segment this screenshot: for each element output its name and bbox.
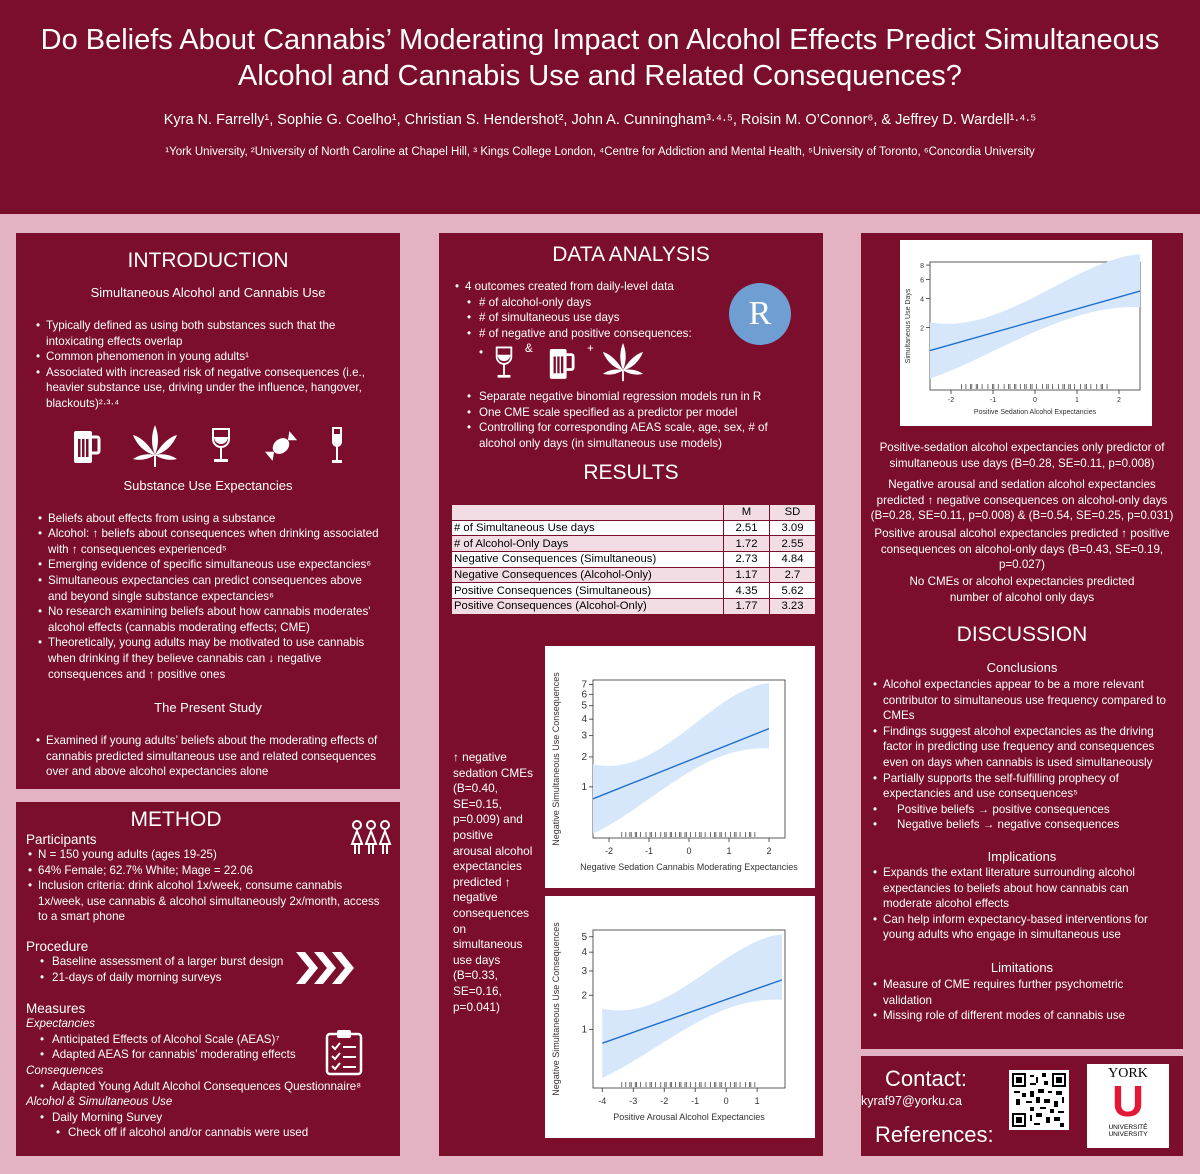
y-tick-label: 8	[920, 263, 924, 271]
york-logo-u: U	[1112, 1077, 1144, 1126]
results-heading: RESULTS	[583, 461, 679, 484]
results-side-text: ↑ negative sedation CMEs (B=0.40, SE=0.15, p=0.009) and positive arousal alcohol expectancies predicted ↑ negative consequences on simultaneous use days (B=0.33, SE=0.16, p=0.041)	[453, 750, 533, 1014]
x-tick-label: 1	[754, 1096, 760, 1106]
limitations-list	[871, 977, 1171, 1024]
intro-subheading-3: The Present Study	[154, 700, 262, 716]
intro-list-3	[34, 733, 382, 780]
analysis-list	[453, 279, 723, 341]
data-analysis-heading: DATA ANALYSIS	[552, 243, 710, 266]
y-tick-label: 2	[581, 751, 587, 763]
discussion-heading: DISCUSSION	[956, 623, 1088, 646]
list-item: • Check off if alcohol and/or cannabis were used	[26, 1125, 390, 1141]
references-label: References:	[875, 1122, 994, 1147]
consequence-icons-row	[479, 341, 659, 385]
x-tick-label: 1	[1075, 397, 1079, 404]
method-panel	[16, 802, 400, 1156]
list-item: • Beliefs about effects from using a substance	[36, 511, 382, 527]
table-cell: 3.23	[770, 599, 816, 615]
y-tick-label: 2	[920, 325, 924, 333]
limitations-label: Limitations	[990, 960, 1054, 975]
y-tick-label: 4	[581, 714, 587, 726]
table-row	[452, 552, 816, 568]
list-item: • Separate negative binomial regression models run in R	[453, 389, 783, 405]
chart-negative-sedation-box	[545, 646, 815, 888]
list-item: • Positive beliefs → positive consequences	[871, 802, 1171, 818]
contact-panel	[861, 1056, 1183, 1156]
intro-list-1	[34, 318, 382, 412]
list-item: • Theoretically, young adults may be motivated to use cannabis when drinking if they believe cannabis can ↓ negative consequences and ↑ positive ones	[36, 635, 382, 682]
list-item: • Adapted AEAS for cannabis’ moderating effects	[26, 1047, 390, 1063]
y-tick-label: 6	[581, 689, 587, 701]
list-item: • Alcohol expectancies appear to be a more relevant contributor to simultaneous use frequency compared to CMEs	[871, 677, 1171, 724]
table-cell: # of Alcohol-Only Days	[452, 536, 724, 552]
x-tick-label: 0	[1033, 397, 1037, 404]
bullet-dot: •	[479, 346, 484, 359]
x-tick-label: 0	[723, 1096, 729, 1106]
table-cell: 2.7	[770, 567, 816, 583]
confidence-band	[602, 934, 782, 1078]
implications-label: Implications	[987, 849, 1057, 864]
list-item: • Measure of CME requires further psychometric validation	[871, 977, 1171, 1008]
york-logo-top: YORK	[1108, 1066, 1148, 1081]
list-item: • Associated with increased risk of negative consequences (i.e., heavier substance use, driving under the influence, hangover, blackouts)²·³·⁴	[34, 365, 382, 412]
x-tick-label: 2	[1117, 397, 1121, 404]
wine-glass-icon	[209, 427, 233, 465]
alcohol-use-list	[26, 1110, 390, 1141]
confidence-band	[930, 254, 1140, 379]
y-tick-label: 4	[920, 296, 924, 304]
expectancies-label: Expectancies	[26, 1017, 95, 1031]
champagne-glass-icon	[329, 426, 345, 466]
x-tick-label: 1	[726, 846, 732, 856]
x-tick-label: -1	[989, 397, 997, 404]
contact-email[interactable]: kyraf97@yorku.ca	[861, 1094, 962, 1108]
intro-subheading-2: Substance Use Expectancies	[123, 477, 293, 493]
table-cell: Positive Consequences (Simultaneous)	[452, 583, 724, 599]
table-header-row	[452, 505, 816, 521]
beer-mug-icon	[71, 427, 101, 465]
measures-label: Measures	[26, 1001, 86, 1017]
x-tick-label: 0	[686, 846, 692, 856]
ampersand: &	[525, 342, 533, 355]
result-negative-arousal-sedation: Negative arousal and sedation alcohol expectancies predicted ↑ negative consequences on alcohol-only days (B=0.28, SE=0.11, p=0.008) & (B=0.54, SE=0.25, p=0.031)	[870, 478, 1174, 523]
chart-positive-arousal-expectancies	[545, 896, 815, 1138]
list-item: • Typically defined as using both substances such that the intoxicating effects overlap	[34, 318, 382, 349]
chevrons-right-icon	[294, 948, 354, 988]
york-logo-bottom-fr: UNIVERSITÉ	[1108, 1124, 1148, 1131]
table-header-cell: SD	[770, 505, 816, 521]
title-line-2: Alcohol and Cannabis Use and Related Consequences?	[238, 60, 962, 92]
table-cell: Negative Consequences (Alcohol-Only)	[452, 567, 724, 583]
table-cell: 5.62	[770, 583, 816, 599]
confidence-band	[593, 683, 769, 833]
clipboard-checklist-icon	[324, 1028, 364, 1076]
york-university-logo	[1087, 1064, 1169, 1148]
york-logo-bottom-en: UNIVERSITY	[1108, 1131, 1148, 1138]
y-tick-label: 1	[581, 1024, 587, 1036]
table-cell: 1.17	[724, 567, 770, 583]
x-tick-label: -2	[604, 846, 614, 856]
affiliations: ¹York University, ²University of North Caroline at Chapel Hill, ³ Kings College London, ⁴Centre for Addiction and Mental Health, ⁵University of Toronto, ⁶Concordia University	[165, 146, 1035, 158]
table-cell: 1.77	[724, 599, 770, 615]
x-tick-label: -2	[660, 1096, 669, 1106]
x-tick-label: 2	[766, 846, 772, 856]
x-axis-label: Positive Arousal Alcohol Expectancies	[613, 1112, 765, 1122]
list-item: • Anticipated Effects of Alcohol Scale (AEAS)⁷	[26, 1032, 390, 1048]
chart-positive-sedation-box	[900, 240, 1152, 426]
table-row	[452, 536, 816, 552]
list-item: • One CME scale specified as a predictor per model	[453, 405, 783, 421]
descriptives-table	[451, 504, 816, 615]
list-item: • Examined if young adults’ beliefs about the moderating effects of cannabis predicted simultaneous use and related consequences over and above alcohol expectancies alone	[34, 733, 382, 780]
qr-code-icon	[1012, 1073, 1066, 1127]
list-item: • # of alcohol-only days	[453, 295, 723, 311]
list-item: • # of negative and positive consequences:	[453, 326, 723, 342]
list-item: • No research examining beliefs about how cannabis moderates' alcohol effects (cannabis moderating effects; CME)	[36, 604, 382, 635]
authors: Kyra N. Farrelly¹, Sophie G. Coelho¹, Christian S. Hendershot², John A. Cunningham³·⁴·⁵, Roisin M. O’Connor⁶, & Jeffrey D. Wardell¹·⁴·⁵	[163, 112, 1037, 128]
cannabis-leaf-icon	[601, 341, 645, 383]
list-item: • # of simultaneous use days	[453, 310, 723, 326]
list-item: • Missing role of different modes of cannabis use	[871, 1008, 1171, 1024]
plus-sign: +	[587, 342, 594, 355]
y-axis-label: Simultaneous Use Days	[905, 288, 912, 364]
y-axis-label: Negative Simultaneous Use Consequences	[551, 672, 561, 846]
x-tick-label: -1	[644, 846, 654, 856]
table-cell: 3.09	[770, 520, 816, 536]
list-item: • Alcohol: ↑ beliefs about consequences when drinking associated with ↑ consequences experienced⁵	[36, 526, 382, 557]
x-axis-label: Negative Sedation Cannabis Moderating Expectancies	[580, 862, 798, 872]
y-tick-label: 4	[581, 947, 587, 959]
list-item: • N = 150 young adults (ages 19-25)	[26, 847, 390, 863]
candy-edible-icon	[263, 428, 299, 464]
list-item: • 64% Female; 62.7% White; Mage = 22.06	[26, 863, 390, 879]
x-tick-label: -3	[629, 1096, 638, 1106]
list-item: • Inclusion criteria: drink alcohol 1x/week, consume cannabis 1x/week, use cannabis & alcohol simultaneously 2x/month, access to a smart phone	[26, 878, 390, 925]
y-tick-label: 5	[581, 700, 587, 712]
method-heading: METHOD	[130, 808, 222, 831]
alcohol-use-label: Alcohol & Simultaneous Use	[26, 1095, 173, 1109]
x-tick-label: -4	[598, 1096, 607, 1106]
list-item: • Baseline assessment of a larger burst design	[26, 954, 390, 970]
x-tick-label: -1	[691, 1096, 700, 1106]
y-tick-label: 7	[581, 679, 587, 691]
table-row	[452, 583, 816, 599]
list-item: • Daily Morning Survey	[26, 1110, 390, 1126]
chart-negative-sedation-cme	[545, 646, 815, 888]
table-header-cell	[452, 505, 724, 521]
r-logo: R	[729, 283, 791, 345]
table-row	[452, 520, 816, 536]
list-item: • Partially supports the self-fulfilling prophecy of expectancies and use consequences⁵	[871, 771, 1171, 802]
table-row	[452, 567, 816, 583]
table-cell: 2.55	[770, 536, 816, 552]
beer-mug-icon	[547, 345, 575, 381]
table-cell: 2.73	[724, 552, 770, 568]
y-axis-label: Negative Simultaneous Use Consequences	[551, 922, 561, 1096]
poster-title	[0, 0, 1200, 94]
table-cell: 2.51	[724, 520, 770, 536]
implications-list	[871, 865, 1171, 943]
list-item: • Simultaneous expectancies can predict consequences above and beyond single substance expectancies⁶	[36, 573, 382, 604]
conclusions-list	[871, 677, 1171, 833]
list-item: • Findings suggest alcohol expectancies as the driving factor in predicting use frequency and consequences even on days when cannabis is used simultaneously	[871, 724, 1171, 771]
table-cell: 1.72	[724, 536, 770, 552]
analysis-list-2	[453, 389, 783, 451]
title-line-1: Do Beliefs About Cannabis’ Moderating Impact on Alcohol Effects Predict Simultaneous	[40, 24, 1160, 56]
table-row	[452, 599, 816, 615]
y-tick-label: 1	[581, 781, 587, 793]
table-cell: 4.84	[770, 552, 816, 568]
substance-icons-row	[56, 422, 360, 470]
list-item: • Expands the extant literature surrounding alcohol expectancies to beliefs about how cannabis can moderate alcohol effects	[871, 865, 1171, 912]
introduction-panel	[16, 233, 400, 789]
qr-code[interactable]	[1009, 1070, 1069, 1130]
y-tick-label: 5	[581, 931, 587, 943]
list-item: • Common phenomenon in young adults¹	[34, 349, 382, 365]
table-cell: Positive Consequences (Alcohol-Only)	[452, 599, 724, 615]
list-item: • 4 outcomes created from daily-level data	[453, 279, 723, 295]
y-tick-label: 3	[581, 730, 587, 742]
conclusions-label: Conclusions	[986, 660, 1058, 675]
cannabis-leaf-icon	[131, 423, 179, 469]
contact-label: Contact:	[885, 1066, 967, 1091]
y-tick-label: 2	[581, 990, 587, 1002]
list-item: • Controlling for corresponding AEAS scale, age, sex, # of alcohol only days (in simultaneous use models)	[453, 420, 783, 451]
result-positive-sedation: Positive-sedation alcohol expectancies only predictor of simultaneous use days (B=0.28, SE=0.11, p=0.008)	[879, 441, 1165, 470]
table-cell: # of Simultaneous Use days	[452, 520, 724, 536]
result-positive-arousal: Positive arousal alcohol expectancies predicted ↑ positive consequences on alcohol-only days (B=0.43, SE=0.19, p=0.027)	[874, 527, 1170, 572]
chart-positive-arousal-box	[545, 896, 815, 1138]
consequences-label: Consequences	[26, 1063, 104, 1077]
intro-list-2	[36, 511, 382, 683]
x-tick-label: -2	[947, 397, 955, 404]
result-no-cme: No CMEs or alcohol expectancies predicted number of alcohol only days	[909, 575, 1135, 604]
list-item: • Emerging evidence of specific simultaneous use expectancies⁶	[36, 557, 382, 573]
list-item: • Negative beliefs → negative consequences	[871, 817, 1171, 833]
list-item: • 21-days of daily morning surveys	[26, 970, 390, 986]
procedure-label: Procedure	[26, 938, 89, 954]
consequences-list	[26, 1079, 390, 1095]
list-item: • Adapted Young Adult Alcohol Consequences Questionnaire⁸	[26, 1079, 390, 1095]
x-axis-label: Positive Sedation Alcohol Expectancies	[973, 409, 1097, 416]
participants-label: Participants	[26, 832, 97, 847]
list-item: • Can help inform expectancy-based interventions for young adults who engage in simultaneous use	[871, 912, 1171, 943]
table-cell: Negative Consequences (Simultaneous)	[452, 552, 724, 568]
wine-glass-icon	[493, 345, 515, 381]
table-header-cell: M	[724, 505, 770, 521]
y-tick-label: 6	[920, 277, 924, 285]
intro-subheading-1: Simultaneous Alcohol and Cannabis Use	[90, 285, 326, 300]
introduction-heading: INTRODUCTION	[127, 249, 289, 272]
chart-positive-sedation-expectancies	[900, 240, 1152, 426]
y-tick-label: 3	[581, 965, 587, 977]
participants-list	[26, 847, 390, 925]
poster-header	[0, 0, 1200, 214]
table-cell: 4.35	[724, 583, 770, 599]
